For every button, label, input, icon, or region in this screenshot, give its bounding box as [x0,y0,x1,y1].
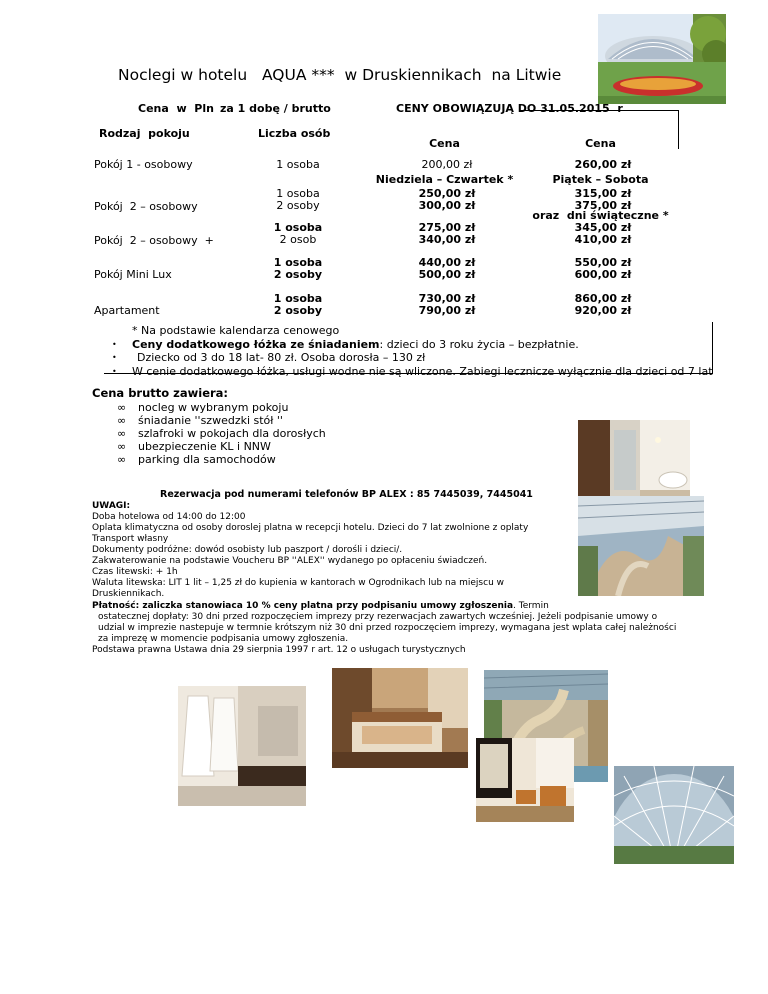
persons-2: 2 osoby [276,199,320,212]
payment-label: Płatność: [92,601,140,611]
price-weekday-2: 790,00 zł [418,304,476,317]
list-item-text: szlafroki w pokojach dla dorosłych [138,427,326,440]
price-includes [92,387,326,466]
price-weekday-2: 300,00 zł [418,199,476,212]
price-weekend-2: 410,00 zł [574,233,632,246]
col-weekend-line2: Piątek – Sobota [552,173,649,186]
persons-1: 1 osoba [273,221,323,234]
bathroom-bathrobes-photo [178,686,306,806]
payment-line: za imprezę w momencie podpisania umowy zgłoszenia. [98,634,349,644]
hotel-room-photo [332,668,468,768]
note-services [110,364,713,379]
price-weekend-1: 345,00 zł [574,221,632,234]
payment-bold: zaliczka stanowiaca 10 % ceny platna przy podpisaniu umowy zgłoszenia [139,601,514,611]
bathroom-photo [578,420,690,508]
persons [258,293,338,317]
price-weekday [402,293,492,317]
price-weekday: 200,00 zł [421,158,473,171]
remark-line: Transport własny [92,534,169,544]
col-weekday-line2: Niedziela – Czwartek * [375,173,514,186]
price-weekday-1: 250,00 zł [418,187,476,200]
persons-2: 2 osoby [273,268,323,281]
note-child [110,351,710,365]
remark-line: Dokumenty podróżne: dowód osobisty lub paszport / dorośli i dzieci/. [92,545,403,555]
list-item [92,427,326,440]
price-weekday [402,257,492,281]
price-weekend: 260,00 zł [574,158,632,171]
per-night-label: za 1 dobę / brutto [220,102,331,115]
col-weekend-line3: oraz dni świąteczne * [532,209,669,222]
list-item-text: parking dla samochodów [138,453,276,466]
col-weekday-header [372,114,517,198]
room-type: Pokój 2 – osobowy [94,200,198,213]
persons: 1 osoba [276,158,320,171]
infinity-bullet-icon: ∞ [117,427,127,440]
price-weekend-2: 920,00 zł [574,304,632,317]
remark-line: Druskiennikach. [92,589,165,599]
hotel-exterior-photo [598,14,726,104]
bullet-icon: • [112,366,117,376]
persons-2: 2 osob [279,233,317,246]
remark-line: Oplata klimatyczna od osoby doroslej platna w recepcji hotelu. Dzieci do 7 lat zwolnione z oplaty [92,523,529,533]
price-weekend-1: 550,00 zł [574,256,632,269]
notes [110,324,713,378]
remark-line: Zakwaterowanie na podstawie Voucheru BP ''ALEX'' wydanego po opłaceniu świadczeń. [92,556,488,566]
lounge-photo [476,738,574,822]
list-item-text: nocleg w wybranym pokoju [138,401,289,414]
payment-line: ostatecznej dopłaty: 30 dni przed rozpoczęciem imprezy przy rezerwacjach zawartych wcześniej. Jeżeli podpisanie umowy o [98,612,658,622]
note-extra-bed-rest: : dzieci do 3 roku życia – bezpłatnie. [379,337,579,351]
page-title: Noclegi w hotelu AQUA *** w Druskiennikach na Litwie [118,66,562,84]
list-item [92,414,326,427]
infinity-bullet-icon: ∞ [117,453,127,466]
price-weekend-1: 860,00 zł [574,292,632,305]
price-weekend-1: 315,00 zł [574,187,632,200]
reservation-phones: Rezerwacja pod numerami telefonów BP ALEX : 85 7445039, 7445041 [160,489,533,500]
col-room-header: Rodzaj pokoju [99,127,190,140]
remarks-heading: UWAGI: [92,501,131,511]
persons-1: 1 osoba [273,292,323,305]
infinity-bullet-icon: ∞ [117,414,127,427]
payment [92,601,676,656]
room-type: Pokój 2 – osobowy + [94,234,214,247]
remark-line: Waluta litewska: LIT 1 lit – 1,25 zł do kupienia w kantorach w Ogrodnikach lub na miejscu w [92,578,504,588]
persons [258,188,338,212]
price-weekday-1: 440,00 zł [418,256,476,269]
price-weekday-1: 275,00 zł [418,221,476,234]
list-item [92,453,326,466]
weekend-header-box [520,110,679,149]
infinity-bullet-icon: ∞ [117,401,127,414]
price-weekend [558,293,648,317]
price-unit-label: Cena w Pln [138,102,214,115]
payment-first-line [92,601,676,612]
note-calendar-text: * Na podstawie kalendarza cenowego [132,324,340,337]
note-extra-bed-bold: Ceny dodatkowego łóżka ze śniadaniem [132,337,380,351]
remark-line: Doba hotelowa od 14:00 do 12:00 [92,512,246,522]
list-item [92,440,326,453]
price-weekday-2: 500,00 zł [418,268,476,281]
list-item [92,401,326,414]
bullet-icon: • [112,353,117,362]
persons-1: 1 osoba [276,187,320,200]
price-weekend-2: 375,00 zł [574,199,632,212]
list-item-text: śniadanie ''szwedzki stół '' [138,414,283,427]
note-extra-bed [110,338,710,352]
price-weekday-1: 730,00 zł [418,292,476,305]
price-weekend-2: 600,00 zł [574,268,632,281]
note-calendar [110,324,710,338]
col-weekend-line1: Cena [585,137,616,150]
infinity-bullet-icon: ∞ [117,440,127,453]
bullet-icon: • [112,339,117,349]
price-weekend [558,222,648,246]
remark-line: Czas litewski: + 1h [92,567,178,577]
price-weekday [402,222,492,246]
note-services-text: W cenie dodatkowego łóżka, usługi wodne nie są wliczone. Zabiegi lecznicze wyłącznie dla dzieci od 7 lat [132,364,713,378]
price-weekday-2: 340,00 zł [418,233,476,246]
persons [258,222,338,246]
remarks [92,501,528,600]
valid-until-label: CENY OBOWIĄZUJĄ DO 31.05.2015 r [396,102,623,115]
col-weekday-line1: Cena [429,137,460,150]
price-weekday [402,188,492,212]
payment-line: Podstawa prawna Ustawa dnia 29 sierpnia 1997 r art. 12 o usługach turystycznych [92,645,466,655]
glass-dome-photo [614,766,734,864]
payment-rest: . Termin [513,601,549,611]
price-weekend [558,188,648,212]
indoor-waterpark-photo [578,496,704,596]
room-type: Pokój Mini Lux [94,268,172,281]
includes-heading: Cena brutto zawiera: [92,386,229,400]
payment-line: udzial w imprezie nastepuje w termnie krótszym niż 30 dni przed rozpoczęciem imprezy, wymagana jest wplata całej należności [98,623,677,633]
persons-1: 1 osoba [273,256,323,269]
list-item-text: ubezpieczenie KL i NNW [138,440,271,453]
persons [258,257,338,281]
col-persons-header: Liczba osób [258,127,331,140]
room-type: Pokój 1 - osobowy [94,158,193,171]
note-child-text: Dziecko od 3 do 18 lat- 80 zł. Osoba dorosła – 130 zł [137,351,426,364]
room-type: Apartament [94,304,160,317]
persons-2: 2 osoby [273,304,323,317]
price-weekend [558,257,648,281]
